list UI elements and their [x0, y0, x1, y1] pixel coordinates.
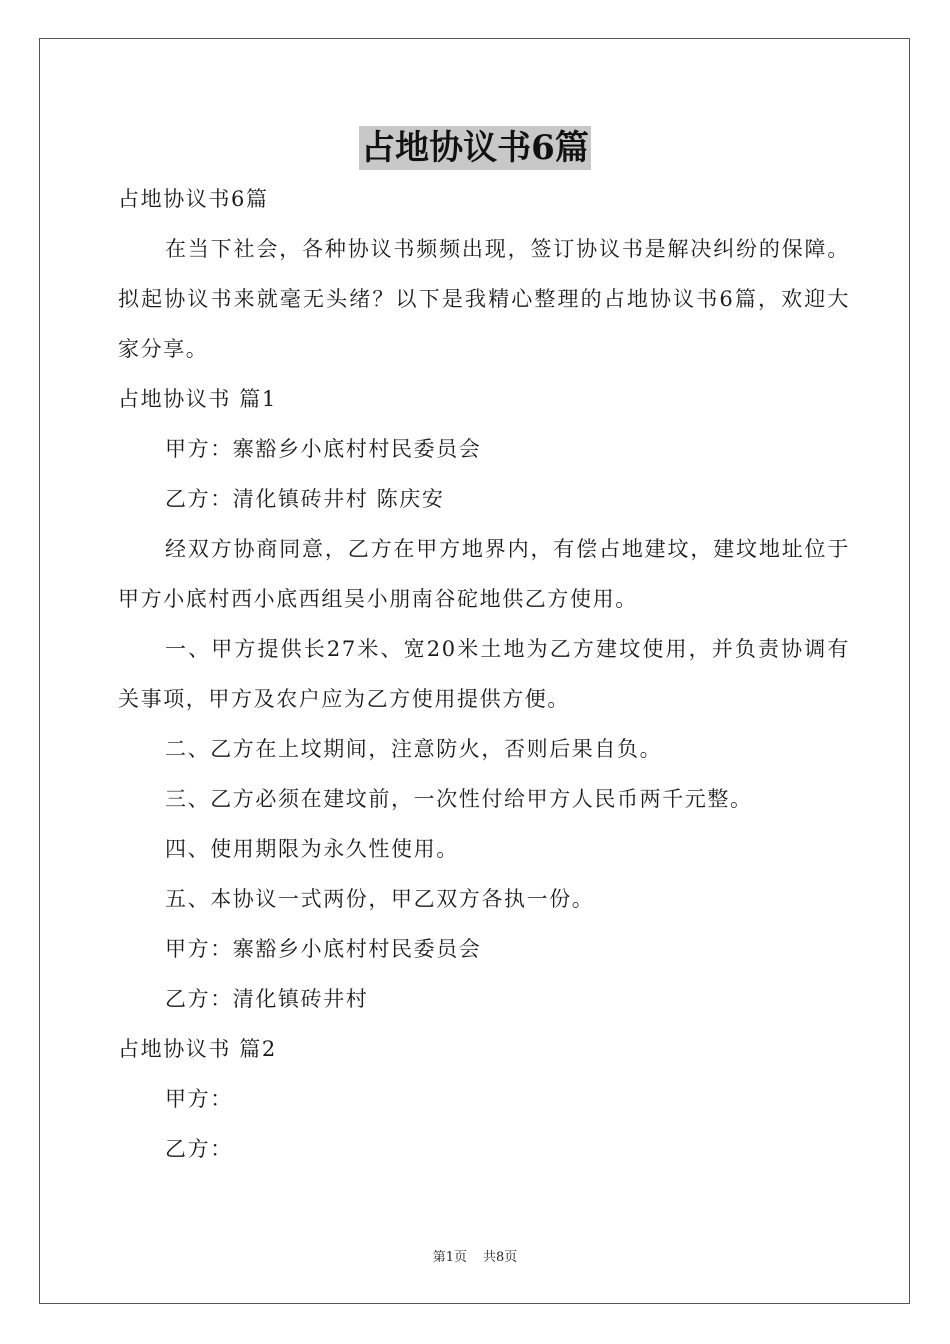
title-container — [0, 126, 950, 170]
section1-party-a: 甲方：寨豁乡小底村村民委员会 — [165, 437, 482, 461]
section1-item-4: 四、使用期限为永久性使用。 — [165, 837, 459, 861]
page-number: 第1页 — [432, 1250, 467, 1265]
section2-party-b: 乙方： — [165, 1137, 233, 1161]
section1-signature-b: 乙方：清化镇砖井村 — [165, 987, 369, 1011]
document-body — [118, 174, 850, 1174]
section1-item-1: 一、甲方提供长27米、宽20米土地为乙方建坟使用，并负责协调有关事项，甲方及农户应为乙方使用提供方便。 — [118, 637, 850, 711]
page-total: 共8页 — [483, 1250, 518, 1265]
intro-paragraph: 在当下社会，各种协议书频频出现，签订协议书是解决纠纷的保障。拟起协议书来就毫无头绪？以下是我精心整理的占地协议书6篇，欢迎大家分享。 — [118, 237, 850, 361]
document-title: 占地协议书6篇 — [361, 128, 589, 168]
section1-item-3: 三、乙方必须在建坟前，一次性付给甲方人民币两千元整。 — [165, 787, 753, 811]
section2-heading: 占地协议书 篇2 — [118, 1037, 277, 1061]
section1-item-2: 二、乙方在上坟期间，注意防火，否则后果自负。 — [165, 737, 663, 761]
section1-paragraph: 经双方协商同意，乙方在甲方地界内，有偿占地建坟，建坟地址位于甲方小底村西小底西组吴小朋南谷砣地供乙方使用。 — [118, 537, 850, 611]
section1-heading: 占地协议书 篇1 — [118, 387, 277, 411]
document-subtitle: 占地协议书6篇 — [118, 187, 269, 211]
section2-party-a: 甲方： — [165, 1087, 233, 1111]
page-footer — [0, 1246, 950, 1265]
section1-party-b: 乙方：清化镇砖井村 陈庆安 — [165, 487, 445, 511]
section1-item-5: 五、本协议一式两份，甲乙双方各执一份。 — [165, 887, 595, 911]
section1-signature-a: 甲方：寨豁乡小底村村民委员会 — [165, 937, 482, 961]
